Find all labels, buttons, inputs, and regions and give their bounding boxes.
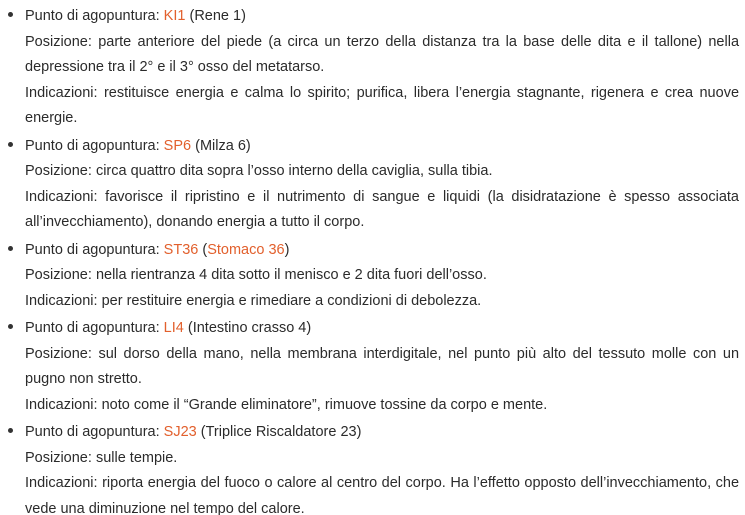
indications-label: Indicazioni: xyxy=(25,396,98,413)
list-item-sp6 xyxy=(25,134,739,236)
bullet-icon xyxy=(8,12,13,17)
list-item-li4 xyxy=(25,316,739,418)
point-line: Punto di agopuntura: SP6 (Milza 6) xyxy=(25,137,251,154)
indications-text: noto come il “Grande eliminatore”, rimuove tossine da corpo e mente. xyxy=(101,396,548,413)
point-name: Intestino crasso 4 xyxy=(192,320,307,336)
position-line xyxy=(25,446,739,472)
point-name: Triplice Riscaldatore 23 xyxy=(205,424,357,440)
point-label: Punto di agopuntura: xyxy=(25,320,160,336)
position-label: Posizione: xyxy=(25,267,92,283)
bullet-icon xyxy=(8,428,13,433)
position-label: Posizione: xyxy=(25,33,92,50)
indications-text: riporta energia del fuoco o calore al centro del corpo. Ha l’effetto opposto dell’invecchiamento, che vede una diminuzione nel tempo del calore. xyxy=(25,475,740,515)
indications-line xyxy=(25,81,739,132)
point-label: Punto di agopuntura: xyxy=(25,8,160,24)
point-code-link[interactable]: SP6 xyxy=(163,137,192,154)
bullet-icon xyxy=(8,324,13,329)
point-line: Punto di agopuntura: SJ23 (Triplice Riscaldatore 23) xyxy=(25,424,362,440)
point-code-link[interactable]: LI4 xyxy=(163,320,184,336)
bullet-icon xyxy=(8,142,13,147)
position-text: nella rientranza 4 dita sotto il menisco e 2 dita fuori dell’osso. xyxy=(95,267,487,283)
position-line xyxy=(25,263,739,289)
list-item-sj23 xyxy=(25,420,739,515)
position-line xyxy=(25,159,739,185)
list-item-st36 xyxy=(25,238,739,315)
indications-label: Indicazioni: xyxy=(25,475,98,491)
position-text: parte anteriore del piede (a circa un terzo della distanza tra la base delle dita e il tallone) nella depressione tra il 2° e il 3° osso del metatarso. xyxy=(25,33,740,75)
point-code-link[interactable]: KI1 xyxy=(163,8,186,24)
indications-line xyxy=(25,471,739,515)
indications-text: per restituire energia e rimediare a condizioni di debolezza. xyxy=(101,292,482,309)
position-line xyxy=(25,30,739,81)
indications-label: Indicazioni: xyxy=(25,188,98,205)
point-line: Punto di agopuntura: KI1 (Rene 1) xyxy=(25,8,246,24)
position-label: Posizione: xyxy=(25,345,92,362)
indications-label: Indicazioni: xyxy=(25,292,98,309)
indications-label: Indicazioni: xyxy=(25,84,98,101)
point-label: Punto di agopuntura: xyxy=(25,137,160,154)
indications-text: restituisce energia e calma lo spirito; purifica, libera l’energia stagnante, rigenera e crea nuove energie. xyxy=(25,84,740,126)
point-name-link[interactable]: Stomaco 36 xyxy=(207,241,285,258)
position-text: sul dorso della mano, nella membrana interdigitale, nel punto più alto del tessuto molle con un pugno non stretto. xyxy=(25,345,740,387)
indications-text: favorisce il ripristino e il nutrimento di sangue e liquidi (la disidratazione è spesso associata all’invecchiamento), donando energia a tutto il corpo. xyxy=(25,188,739,230)
point-label: Punto di agopuntura: xyxy=(25,241,160,258)
position-text: sulle tempie. xyxy=(95,449,178,466)
position-line xyxy=(25,342,739,393)
point-label: Punto di agopuntura: xyxy=(25,424,160,440)
point-code-link[interactable]: SJ23 xyxy=(163,424,197,440)
point-code-link[interactable]: ST36 xyxy=(163,241,199,258)
point-name: Rene 1 xyxy=(194,8,242,24)
position-text: circa quattro dita sopra l’osso interno della caviglia, sulla tibia. xyxy=(95,163,493,179)
indications-line xyxy=(25,289,739,315)
indications-line xyxy=(25,393,739,419)
point-name: Milza 6 xyxy=(199,137,246,154)
point-line: Punto di agopuntura: LI4 (Intestino crasso 4) xyxy=(25,320,312,336)
indications-line xyxy=(25,185,739,236)
list-item-ki1 xyxy=(25,4,739,132)
point-line: Punto di agopuntura: ST36 (Stomaco 36) xyxy=(25,241,290,258)
bullet-icon xyxy=(8,246,13,251)
position-label: Posizione: xyxy=(25,163,92,179)
position-label: Posizione: xyxy=(25,449,92,466)
